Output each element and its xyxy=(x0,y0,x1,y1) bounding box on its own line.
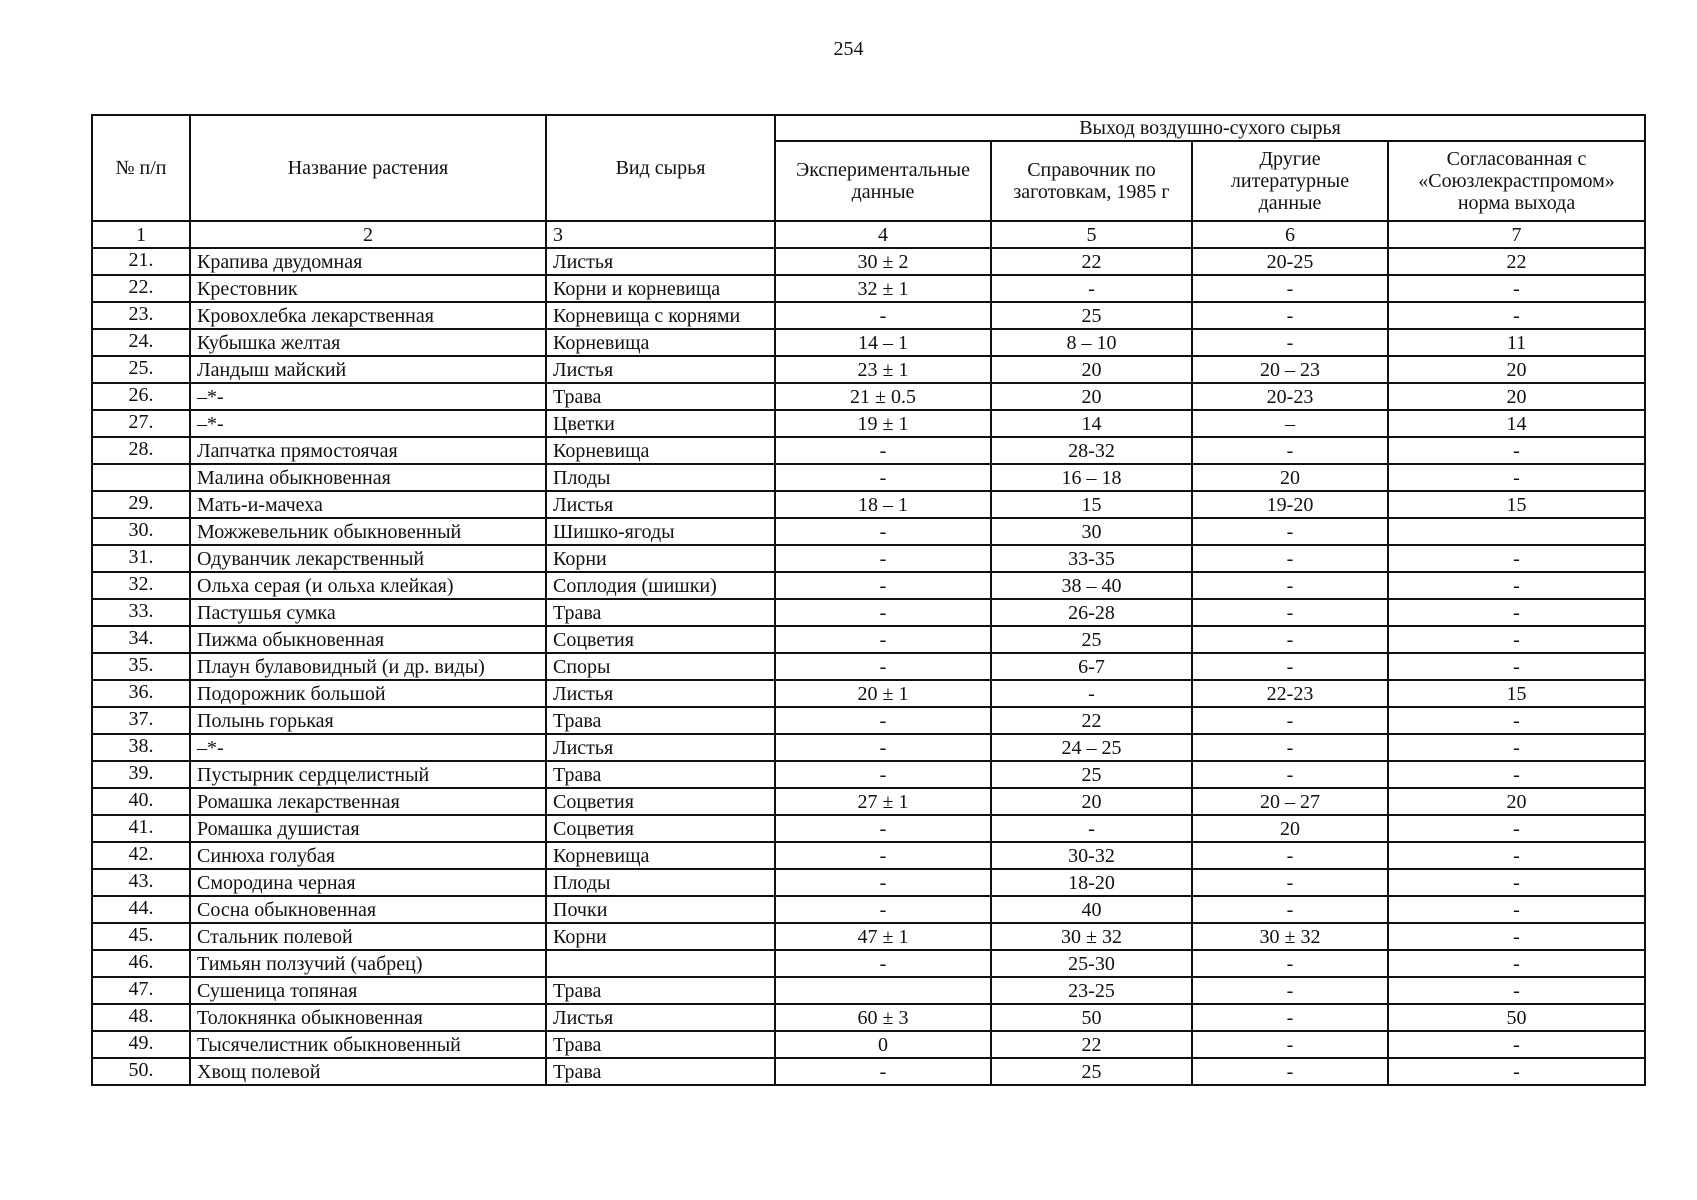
agreed-norm-cell: 50 xyxy=(1388,1004,1645,1031)
raw-type-cell: Трава xyxy=(546,599,775,626)
literature-cell: - xyxy=(1192,599,1388,626)
handbook-cell: 25 xyxy=(991,626,1192,653)
handbook-cell: 6-7 xyxy=(991,653,1192,680)
handbook-cell: - xyxy=(991,815,1192,842)
agreed-norm-cell: - xyxy=(1388,464,1645,491)
row-number-cell: 36. xyxy=(92,680,190,707)
literature-cell: - xyxy=(1192,329,1388,356)
handbook-cell: 22 xyxy=(991,248,1192,275)
literature-cell: 20 – 23 xyxy=(1192,356,1388,383)
row-number-cell: 38. xyxy=(92,734,190,761)
column-number: 5 xyxy=(991,221,1192,248)
experimental-cell: - xyxy=(775,815,991,842)
row-number-cell: 50. xyxy=(92,1058,190,1085)
experimental-cell: - xyxy=(775,518,991,545)
raw-type-cell: Листья xyxy=(546,680,775,707)
raw-type-cell: Трава xyxy=(546,707,775,734)
agreed-norm-cell xyxy=(1388,518,1645,545)
row-number-cell: 30. xyxy=(92,518,190,545)
table-row xyxy=(92,410,1645,437)
plant-name-cell: Ромашка лекарственная xyxy=(190,788,546,815)
literature-cell: - xyxy=(1192,842,1388,869)
handbook-cell: 25 xyxy=(991,1058,1192,1085)
raw-type-cell: Корневища xyxy=(546,437,775,464)
handbook-cell: 40 xyxy=(991,896,1192,923)
agreed-norm-cell: - xyxy=(1388,950,1645,977)
handbook-cell: 22 xyxy=(991,1031,1192,1058)
raw-type-cell: Трава xyxy=(546,1058,775,1085)
experimental-cell: - xyxy=(775,734,991,761)
raw-type-cell: Соцветия xyxy=(546,626,775,653)
row-number-cell: 41. xyxy=(92,815,190,842)
plant-name-cell: Пустырник сердцелистный xyxy=(190,761,546,788)
row-number-cell: 26. xyxy=(92,383,190,410)
raw-type-cell: Корневища с корнями xyxy=(546,302,775,329)
row-number-cell: 33. xyxy=(92,599,190,626)
header-handbook: Справочник по заготовкам, 1985 г xyxy=(991,141,1192,221)
table-row xyxy=(92,572,1645,599)
literature-cell: - xyxy=(1192,1004,1388,1031)
table-row xyxy=(92,383,1645,410)
header-literature: Другие литературные данные xyxy=(1192,141,1388,221)
raw-type-cell: Трава xyxy=(546,383,775,410)
table-row xyxy=(92,1031,1645,1058)
experimental-cell: 21 ± 0.5 xyxy=(775,383,991,410)
plant-name-cell: Хвощ полевой xyxy=(190,1058,546,1085)
plant-name-cell: Смородина черная xyxy=(190,869,546,896)
agreed-norm-cell: - xyxy=(1388,734,1645,761)
agreed-norm-cell: - xyxy=(1388,545,1645,572)
literature-cell: 20-23 xyxy=(1192,383,1388,410)
raw-type-cell: Листья xyxy=(546,356,775,383)
page-number: 254 xyxy=(833,38,864,60)
table-row xyxy=(92,788,1645,815)
raw-type-cell: Трава xyxy=(546,761,775,788)
literature-cell: - xyxy=(1192,869,1388,896)
plant-name-cell: Ромашка душистая xyxy=(190,815,546,842)
handbook-cell: 33-35 xyxy=(991,545,1192,572)
agreed-norm-cell: - xyxy=(1388,599,1645,626)
agreed-norm-cell: 22 xyxy=(1388,248,1645,275)
column-number: 4 xyxy=(775,221,991,248)
experimental-cell: 23 ± 1 xyxy=(775,356,991,383)
plant-name-cell: Подорожник большой xyxy=(190,680,546,707)
row-number-cell: 35. xyxy=(92,653,190,680)
handbook-cell: 50 xyxy=(991,1004,1192,1031)
table-row xyxy=(92,680,1645,707)
raw-type-cell: Трава xyxy=(546,1031,775,1058)
row-number-cell: 45. xyxy=(92,923,190,950)
raw-type-cell: Цветки xyxy=(546,410,775,437)
agreed-norm-cell: - xyxy=(1388,977,1645,1004)
plant-name-cell: Малина обыкновенная xyxy=(190,464,546,491)
experimental-cell: - xyxy=(775,950,991,977)
literature-cell: 30 ± 32 xyxy=(1192,923,1388,950)
experimental-cell: - xyxy=(775,545,991,572)
table-row xyxy=(92,275,1645,302)
handbook-cell: 24 – 25 xyxy=(991,734,1192,761)
table-row xyxy=(92,491,1645,518)
agreed-norm-cell: - xyxy=(1388,302,1645,329)
experimental-cell: 60 ± 3 xyxy=(775,1004,991,1031)
table-row xyxy=(92,707,1645,734)
header-raw-type: Вид сырья xyxy=(546,115,775,221)
row-number-cell: 37. xyxy=(92,707,190,734)
experimental-cell: - xyxy=(775,842,991,869)
experimental-cell: 30 ± 2 xyxy=(775,248,991,275)
handbook-cell: 15 xyxy=(991,491,1192,518)
agreed-norm-cell: - xyxy=(1388,815,1645,842)
handbook-cell: 26-28 xyxy=(991,599,1192,626)
raw-type-cell: Корни и корневища xyxy=(546,275,775,302)
row-number-cell: 39. xyxy=(92,761,190,788)
header-number: № п/п xyxy=(92,115,190,221)
raw-type-cell: Листья xyxy=(546,734,775,761)
handbook-cell: - xyxy=(991,680,1192,707)
literature-cell: - xyxy=(1192,518,1388,545)
header-experimental: Экспериментальные данные xyxy=(775,141,991,221)
plant-name-cell: Тимьян ползучий (чабрец) xyxy=(190,950,546,977)
handbook-cell: 8 – 10 xyxy=(991,329,1192,356)
plant-name-cell: –*- xyxy=(190,383,546,410)
handbook-cell: 20 xyxy=(991,788,1192,815)
literature-cell: - xyxy=(1192,572,1388,599)
row-number-cell: 24. xyxy=(92,329,190,356)
agreed-norm-cell: - xyxy=(1388,275,1645,302)
experimental-cell: - xyxy=(775,599,991,626)
agreed-norm-cell: 14 xyxy=(1388,410,1645,437)
experimental-cell: - xyxy=(775,896,991,923)
header-yield-group: Выход воздушно-сухого сырья xyxy=(775,115,1645,141)
plant-name-cell: Одуванчик лекарственный xyxy=(190,545,546,572)
agreed-norm-cell: 15 xyxy=(1388,491,1645,518)
row-number-cell: 27. xyxy=(92,410,190,437)
experimental-cell: 20 ± 1 xyxy=(775,680,991,707)
column-number: 1 xyxy=(92,221,190,248)
column-number: 7 xyxy=(1388,221,1645,248)
literature-cell: - xyxy=(1192,626,1388,653)
row-number-cell: 32. xyxy=(92,572,190,599)
row-number-cell: 43. xyxy=(92,869,190,896)
row-number-cell: 23. xyxy=(92,302,190,329)
table-row xyxy=(92,950,1645,977)
literature-cell: - xyxy=(1192,950,1388,977)
experimental-cell: - xyxy=(775,626,991,653)
experimental-cell: - xyxy=(775,464,991,491)
column-number-row xyxy=(92,221,1645,248)
raw-type-cell: Листья xyxy=(546,248,775,275)
plant-name-cell: Толокнянка обыкновенная xyxy=(190,1004,546,1031)
experimental-cell: - xyxy=(775,437,991,464)
table-row xyxy=(92,923,1645,950)
raw-type-cell: Плоды xyxy=(546,869,775,896)
plant-name-cell: –*- xyxy=(190,410,546,437)
literature-cell: - xyxy=(1192,545,1388,572)
plant-name-cell: Мать-и-мачеха xyxy=(190,491,546,518)
handbook-cell: 16 – 18 xyxy=(991,464,1192,491)
raw-type-cell: Споры xyxy=(546,653,775,680)
literature-cell: - xyxy=(1192,761,1388,788)
agreed-norm-cell: 20 xyxy=(1388,788,1645,815)
experimental-cell: 27 ± 1 xyxy=(775,788,991,815)
experimental-cell: - xyxy=(775,302,991,329)
raw-type-cell xyxy=(546,950,775,977)
raw-type-cell: Шишко-ягоды xyxy=(546,518,775,545)
table-row xyxy=(92,815,1645,842)
agreed-norm-cell: 20 xyxy=(1388,383,1645,410)
row-number-cell: 22. xyxy=(92,275,190,302)
literature-cell: - xyxy=(1192,275,1388,302)
agreed-norm-cell: - xyxy=(1388,1031,1645,1058)
literature-cell: - xyxy=(1192,1031,1388,1058)
table-row xyxy=(92,761,1645,788)
plant-name-cell: –*- xyxy=(190,734,546,761)
literature-cell: - xyxy=(1192,734,1388,761)
literature-cell: 22-23 xyxy=(1192,680,1388,707)
table-row xyxy=(92,1058,1645,1085)
plant-name-cell: Пижма обыкновенная xyxy=(190,626,546,653)
raw-type-cell: Почки xyxy=(546,896,775,923)
raw-type-cell: Корневища xyxy=(546,329,775,356)
table-row xyxy=(92,977,1645,1004)
raw-type-cell: Соплодия (шишки) xyxy=(546,572,775,599)
agreed-norm-cell: 15 xyxy=(1388,680,1645,707)
row-number-cell: 34. xyxy=(92,626,190,653)
row-number-cell: 40. xyxy=(92,788,190,815)
literature-cell: - xyxy=(1192,437,1388,464)
row-number-cell xyxy=(92,464,190,491)
row-number-cell: 29. xyxy=(92,491,190,518)
plant-name-cell: Кубышка желтая xyxy=(190,329,546,356)
plant-name-cell: Стальник полевой xyxy=(190,923,546,950)
row-number-cell: 28. xyxy=(92,437,190,464)
handbook-cell: 22 xyxy=(991,707,1192,734)
table-row xyxy=(92,545,1645,572)
table-row xyxy=(92,248,1645,275)
row-number-cell: 46. xyxy=(92,950,190,977)
raw-type-cell: Плоды xyxy=(546,464,775,491)
plant-name-cell: Крапива двудомная xyxy=(190,248,546,275)
agreed-norm-cell: - xyxy=(1388,923,1645,950)
experimental-cell: - xyxy=(775,653,991,680)
handbook-cell: 14 xyxy=(991,410,1192,437)
agreed-norm-cell: 11 xyxy=(1388,329,1645,356)
experimental-cell: 14 – 1 xyxy=(775,329,991,356)
row-number-cell: 48. xyxy=(92,1004,190,1031)
table-row xyxy=(92,518,1645,545)
agreed-norm-cell: - xyxy=(1388,842,1645,869)
row-number-cell: 44. xyxy=(92,896,190,923)
handbook-cell: 25 xyxy=(991,302,1192,329)
literature-cell: – xyxy=(1192,410,1388,437)
plant-name-cell: Плаун булавовидный (и др. виды) xyxy=(190,653,546,680)
experimental-cell: - xyxy=(775,707,991,734)
plant-name-cell: Синюха голубая xyxy=(190,842,546,869)
header-agreed-norm: Согласованная с «Союзлекрастпромом» норма выхода xyxy=(1388,141,1645,221)
agreed-norm-cell: - xyxy=(1388,1058,1645,1085)
table-row xyxy=(92,869,1645,896)
experimental-cell: 32 ± 1 xyxy=(775,275,991,302)
raw-type-cell: Корни xyxy=(546,923,775,950)
row-number-cell: 49. xyxy=(92,1031,190,1058)
plant-name-cell: Сушеница топяная xyxy=(190,977,546,1004)
column-number: 2 xyxy=(190,221,546,248)
handbook-cell: 25-30 xyxy=(991,950,1192,977)
agreed-norm-cell: - xyxy=(1388,707,1645,734)
experimental-cell: 47 ± 1 xyxy=(775,923,991,950)
agreed-norm-cell: - xyxy=(1388,896,1645,923)
table-row xyxy=(92,437,1645,464)
row-number-cell: 31. xyxy=(92,545,190,572)
header-plant-name: Название растения xyxy=(190,115,546,221)
row-number-cell: 21. xyxy=(92,248,190,275)
handbook-cell: 20 xyxy=(991,383,1192,410)
experimental-cell: - xyxy=(775,869,991,896)
literature-cell: 20 xyxy=(1192,464,1388,491)
handbook-cell: - xyxy=(991,275,1192,302)
literature-cell: - xyxy=(1192,707,1388,734)
table-body xyxy=(92,221,1645,1085)
agreed-norm-cell: - xyxy=(1388,761,1645,788)
agreed-norm-cell: - xyxy=(1388,626,1645,653)
plant-name-cell: Полынь горькая xyxy=(190,707,546,734)
plant-name-cell: Пастушья сумка xyxy=(190,599,546,626)
plant-name-cell: Сосна обыкновенная xyxy=(190,896,546,923)
handbook-cell: 25 xyxy=(991,761,1192,788)
plant-name-cell: Можжевельник обыкновенный xyxy=(190,518,546,545)
row-number-cell: 25. xyxy=(92,356,190,383)
table-row xyxy=(92,1004,1645,1031)
row-number-cell: 42. xyxy=(92,842,190,869)
handbook-cell: 23-25 xyxy=(991,977,1192,1004)
experimental-cell: - xyxy=(775,761,991,788)
agreed-norm-cell: - xyxy=(1388,572,1645,599)
agreed-norm-cell: - xyxy=(1388,653,1645,680)
agreed-norm-cell: - xyxy=(1388,437,1645,464)
experimental-cell xyxy=(775,977,991,1004)
column-number: 3 xyxy=(546,221,775,248)
handbook-cell: 30-32 xyxy=(991,842,1192,869)
raw-type-cell: Листья xyxy=(546,1004,775,1031)
table-row xyxy=(92,842,1645,869)
raw-material-yield-table xyxy=(91,114,1646,1086)
experimental-cell: 19 ± 1 xyxy=(775,410,991,437)
experimental-cell: 18 – 1 xyxy=(775,491,991,518)
literature-cell: - xyxy=(1192,896,1388,923)
literature-cell: 19-20 xyxy=(1192,491,1388,518)
table-row xyxy=(92,734,1645,761)
handbook-cell: 20 xyxy=(991,356,1192,383)
table-row xyxy=(92,626,1645,653)
literature-cell: 20-25 xyxy=(1192,248,1388,275)
table-row xyxy=(92,329,1645,356)
table-row xyxy=(92,896,1645,923)
raw-type-cell: Корневища xyxy=(546,842,775,869)
table-row xyxy=(92,356,1645,383)
handbook-cell: 30 xyxy=(991,518,1192,545)
raw-type-cell: Соцветия xyxy=(546,788,775,815)
handbook-cell: 18-20 xyxy=(991,869,1192,896)
row-number-cell: 47. xyxy=(92,977,190,1004)
literature-cell: - xyxy=(1192,302,1388,329)
experimental-cell: 0 xyxy=(775,1031,991,1058)
plant-name-cell: Кровохлебка лекарственная xyxy=(190,302,546,329)
table-row xyxy=(92,653,1645,680)
plant-name-cell: Ольха серая (и ольха клейкая) xyxy=(190,572,546,599)
plant-name-cell: Тысячелистник обыкновенный xyxy=(190,1031,546,1058)
plant-name-cell: Ландыш майский xyxy=(190,356,546,383)
table-row xyxy=(92,599,1645,626)
literature-cell: - xyxy=(1192,653,1388,680)
agreed-norm-cell: - xyxy=(1388,869,1645,896)
literature-cell: - xyxy=(1192,977,1388,1004)
literature-cell: 20 – 27 xyxy=(1192,788,1388,815)
agreed-norm-cell: 20 xyxy=(1388,356,1645,383)
literature-cell: - xyxy=(1192,1058,1388,1085)
plant-name-cell: Лапчатка прямостоячая xyxy=(190,437,546,464)
experimental-cell: - xyxy=(775,1058,991,1085)
handbook-cell: 28-32 xyxy=(991,437,1192,464)
handbook-cell: 38 – 40 xyxy=(991,572,1192,599)
raw-type-cell: Трава xyxy=(546,977,775,1004)
raw-type-cell: Корни xyxy=(546,545,775,572)
raw-type-cell: Листья xyxy=(546,491,775,518)
plant-name-cell: Крестовник xyxy=(190,275,546,302)
handbook-cell: 30 ± 32 xyxy=(991,923,1192,950)
raw-type-cell: Соцветия xyxy=(546,815,775,842)
table-row xyxy=(92,302,1645,329)
experimental-cell: - xyxy=(775,572,991,599)
column-number: 6 xyxy=(1192,221,1388,248)
table-row xyxy=(92,464,1645,491)
literature-cell: 20 xyxy=(1192,815,1388,842)
